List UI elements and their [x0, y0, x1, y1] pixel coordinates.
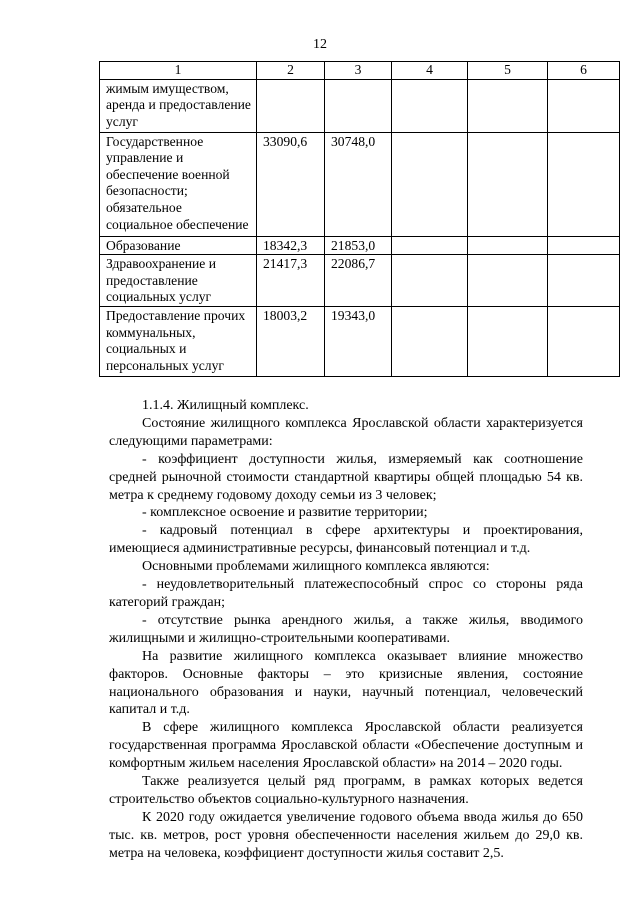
table-cell: 19343,0 [325, 307, 392, 377]
table-cell [392, 236, 468, 255]
table-cell [468, 255, 548, 307]
table-cell [548, 79, 620, 132]
table-row [100, 255, 620, 307]
table-cell [548, 236, 620, 255]
column-header: 4 [392, 62, 468, 80]
page-number: 12 [313, 37, 327, 52]
table-cell: 21853,0 [325, 236, 392, 255]
table-cell: 33090,6 [257, 132, 325, 236]
row-label: Государственное управление и обеспечение военной безопасности; обязательное социальное обеспечение [100, 132, 257, 236]
table-cell: 22086,7 [325, 255, 392, 307]
paragraph: К 2020 году ожидается увеличение годового объема ввода жилья до 650 тыс. кв. метров, рост уровня обеспеченности населения жильем до 29,0 кв. метра на человека, коэффициент доступности жилья составит 2,5. [109, 809, 583, 861]
paragraph: Основными проблемами жилищного комплекса являются: [142, 559, 490, 575]
list-item: - коэффициент доступности жилья, измеряемый как соотношение средней рыночной стоимости стандартной квартиры общей площадью 54 кв. метра к среднему годовому доходу семьи из 3 человек; [109, 451, 583, 503]
table-cell [548, 307, 620, 377]
list-item: - отсутствие рынка арендного жилья, а также жилья, вводимого жилищными и жилищно-строительными кооперативами. [109, 612, 583, 646]
table-cell [392, 132, 468, 236]
section-heading: 1.1.4. Жилищный комплекс. [142, 398, 309, 413]
table-cell [392, 255, 468, 307]
body-text [109, 397, 583, 863]
column-header: 5 [468, 62, 548, 80]
table-cell: 30748,0 [325, 132, 392, 236]
table-cell [392, 79, 468, 132]
table-cell [468, 132, 548, 236]
table-cell [325, 79, 392, 132]
list-item: - комплексное освоение и развитие территории; [142, 505, 428, 521]
table-row [100, 307, 620, 377]
table-row [100, 132, 620, 236]
table-cell: 18342,3 [257, 236, 325, 255]
paragraph: На развитие жилищного комплекса оказывает влияние множество факторов. Основные факторы – это кризисные явления, состояние национального образования и науки, научный потенциал, человеческий капитал и т.д. [109, 648, 583, 718]
table-cell [548, 255, 620, 307]
list-item: - неудовлетворительный платежеспособный спрос со стороны ряда категорий граждан; [109, 577, 583, 610]
column-header: 2 [257, 62, 325, 80]
list-item: - кадровый потенциал в сфере архитектуры и проектирования, имеющиеся административные ресурсы, финансовый потенциал и т.д. [109, 523, 583, 557]
table-cell [392, 307, 468, 377]
column-header: 1 [100, 62, 257, 80]
table-header-row [100, 62, 620, 80]
paragraph: Состояние жилищного комплекса Ярославской области характеризуется следующими параметрами: [109, 415, 583, 449]
table-cell [548, 132, 620, 236]
row-label: жимым имуществом, аренда и предоставление услуг [100, 79, 257, 132]
statistics-table [99, 61, 620, 377]
column-header: 6 [548, 62, 620, 80]
row-label: Здравоохранение и предоставление социальных услуг [100, 255, 257, 307]
column-header: 3 [325, 62, 392, 80]
table-cell: 21417,3 [257, 255, 325, 307]
table-cell: 18003,2 [257, 307, 325, 377]
row-label: Предоставление прочих коммунальных, социальных и персональных услуг [100, 307, 257, 377]
table-row [100, 236, 620, 255]
table-cell [468, 79, 548, 132]
paragraph: В сфере жилищного комплекса Ярославской области реализуется государственная программа Ярославской области «Обеспечение доступным и комфортным жильем населения Ярославской области» на 2014 – 2020 годы. [109, 720, 583, 772]
paragraph: Также реализуется целый ряд программ, в рамках которых ведется строительство объектов социально-культурного назначения. [109, 774, 583, 807]
table-cell [468, 307, 548, 377]
row-label: Образование [100, 236, 257, 255]
table-cell [468, 236, 548, 255]
table-cell [257, 79, 325, 132]
table-row [100, 79, 620, 132]
